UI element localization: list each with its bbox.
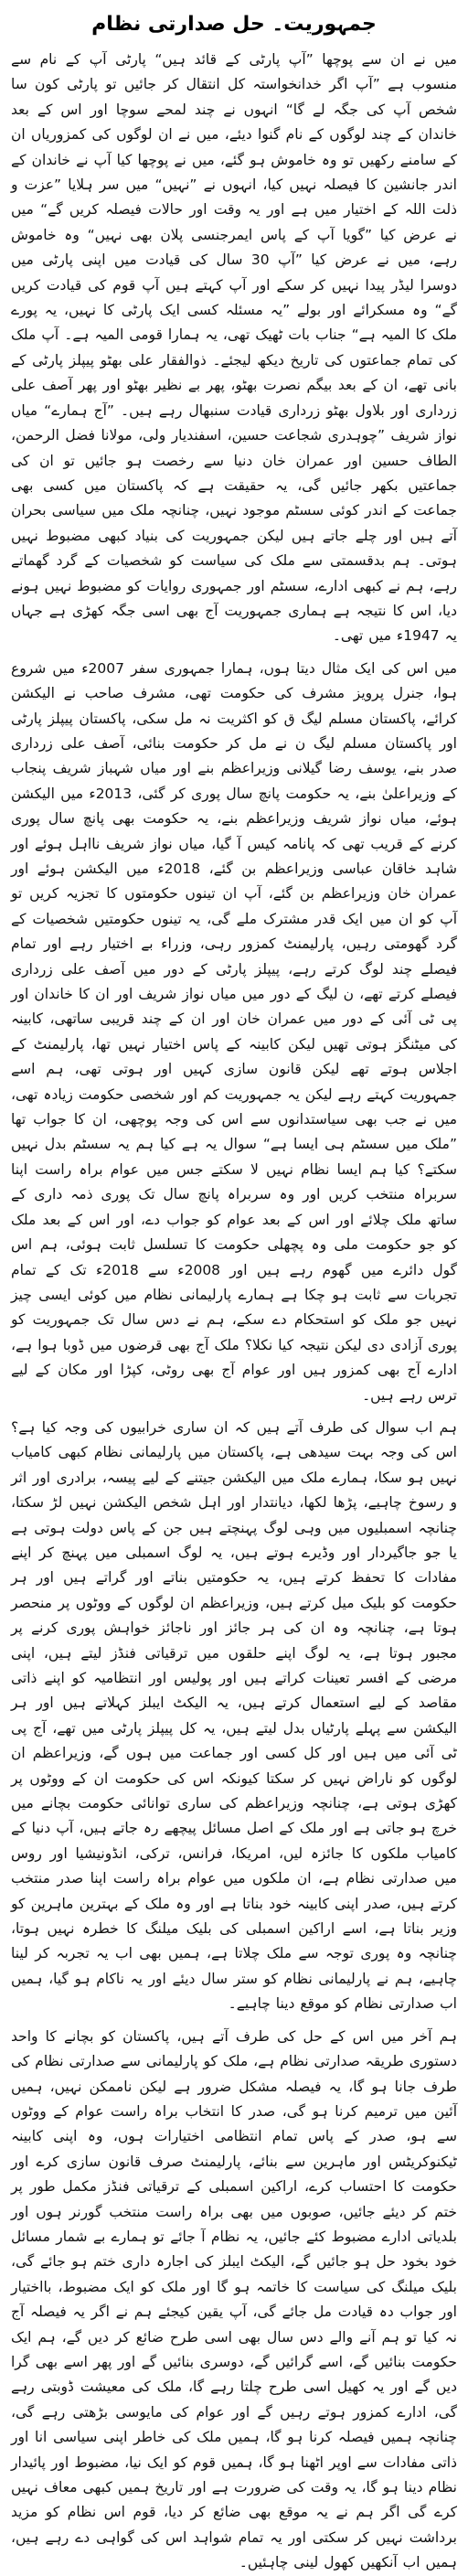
article-paragraph: ہم اب سوال کی طرف آتے ہیں کہ ان ساری خرابیوں کی وجہ کیا ہے؟ اس کی وجہ بہت سیدھی ہے، پاکستان میں پارلیمانی نظام کبھی کامیاب نہیں ہو سکا، ہمارے ملک میں الیکشن جیتنے کے لیے پیسہ، برادری اور اثر و رسوخ چاہیے، پڑھا لکھا، دیانتدار اور اہل شخص الیکشن نہیں لڑ سکتا، چنانچہ اسمبلیوں میں وہی لوگ پہنچتے ہیں جن کے پاس دولت ہوتی ہے یا جو جاگیردار اور وڈیرے ہوتے ہیں، یہ لوگ اسمبلی میں پہنچ کر اپنے مفادات کا تحفظ کرتے ہیں، یہ حکومتیں بناتے اور گراتے ہیں اور ہر حکومت کو بلیک میل کرتے ہیں، وزیراعظم ان لوگوں کے ووٹوں پر منحصر ہوتا ہے، چنانچہ وہ ان کی ہر جائز اور ناجائز خواہش پوری کرنے پر مجبور ہوتا ہے، یہ لوگ اپنے حلقوں میں ترقیاتی فنڈز لیتے ہیں، اپنی مرضی کے افسر تعینات کراتے ہیں اور پولیس اور انتظامیہ کو اپنے ذاتی مقاصد کے لیے استعمال کرتے ہیں، یہ الیکٹ ایبلز کہلاتے ہیں اور ہر الیکشن سے پہلے پارٹیاں بدل لیتے ہیں، یہ کل پیپلز پارٹی میں تھے، آج پی ٹی آئی میں ہیں اور کل کسی اور جماعت میں ہوں گے، وزیراعظم ان لوگوں کو ناراض نہیں کر سکتا کیونکہ اس کی حکومت ان کے ووٹوں پر کھڑی ہوتی ہے، چنانچہ وزیراعظم کی ساری توانائی حکومت بچانے میں خرچ ہو جاتی ہے اور ملک کے اصل مسائل پیچھے رہ جاتے ہیں، آپ دنیا کے کامیاب ملکوں کا جائزہ لیں، امریکا، فرانس، ترکی، انڈونیشیا اور روس میں صدارتی نظام ہے، ان ملکوں میں عوام براہ راست اپنا صدر منتخب کرتے ہیں، صدر اپنی کابینہ خود بناتا ہے اور وہ ملک کے بہترین ماہرین کو وزیر بناتا ہے، اسے اراکین اسمبلی کی بلیک میلنگ کا خطرہ نہیں ہوتا، چنانچہ وہ پوری توجہ سے ملک چلاتا ہے، ہمیں بھی اب یہ تجربہ کر لینا چاہیے، ہم نے پارلیمانی نظام کو ستر سال دیئے اور یہ ناکام ہو گیا، ہمیں اب صدارتی نظام کو موقع دینا چاہیے۔ xyxy=(11,1418,457,2013)
article-paragraph: ہم آخر میں اس کے حل کی طرف آتے ہیں، پاکستان کو بچانے کا واحد دستوری طریقہ صدارتی نظام ہے، ملک کو پارلیمانی سے صدارتی نظام کی طرف جانا ہو گا، یہ فیصلہ مشکل ضرور ہے لیکن ناممکن نہیں، ہمیں آئین میں ترمیم کرنا ہو گی، صدر کا انتخاب براہ راست عوام کے ووٹوں سے ہو، صدر کے پاس تمام انتظامی اختیارات ہوں، وہ اپنی کابینہ ٹیکنوکریٹس اور ماہرین سے بنائے، پارلیمنٹ صرف قانون سازی کرے اور حکومت کا احتساب کرے، اراکین اسمبلی کے ترقیاتی فنڈز مکمل طور پر ختم کر دیئے جائیں، صوبوں میں بھی براہ راست منتخب گورنر ہوں اور بلدیاتی ادارے مضبوط کئے جائیں، یہ نظام آ جائے تو ہمارے بے شمار مسائل خود بخود حل ہو جائیں گے، الیکٹ ایبلز کی اجارہ داری ختم ہو جائے گی، بلیک میلنگ کی سیاست کا خاتمہ ہو گا اور ملک کو ایک مضبوط، بااختیار اور جواب دہ قیادت مل جائے گی، آپ یقین کیجئے ہم نے اگر یہ فیصلہ آج نہ کیا تو ہم آنے والے دس سال بھی اسی طرح ضائع کر دیں گے، ہم ایک حکومت بنائیں گے، اسے گرائیں گے، دوسری بنائیں گے اور پھر اسے بھی گرا دیں گے اور یہ کھیل اسی طرح چلتا رہے گا، ملک کی معیشت ڈوبتی رہے گی، ادارے کمزور ہوتے رہیں گے اور عوام کی مایوسی بڑھتی رہے گی، چنانچہ ہمیں فیصلہ کرنا ہو گا، ہمیں ملک کی خاطر اپنی سیاسی انا اور ذاتی مفادات سے اوپر اٹھنا ہو گا، ہمیں قوم کو ایک نیا، مضبوط اور پائیدار نظام دینا ہو گا، یہ وقت کی ضرورت ہے اور تاریخ ہمیں کبھی معاف نہیں کرے گی اگر ہم نے یہ موقع بھی ضائع کر دیا، قوم اس نظام کو مزید برداشت نہیں کر سکتی اور یہ تمام شواہد اس کی گواہی دے رہے ہیں، ہمیں اب آنکھیں کھول لینی چاہئیں۔ xyxy=(11,2027,457,2571)
article-paragraph: میں نے ان سے پوچھا ”آپ پارٹی کے قائد ہیں“ پارٹی آپ کے نام سے منسوب ہے ”آپ اگر خدانخواستہ کل انتقال کر جائیں تو پارٹی کون سا شخص آپ کی جگہ لے گا“ انہوں نے چند لمحے سوچا اور اس کے بعد خاندان کے چند لوگوں کے نام گنوا دیئے، میں نے ان لوگوں کی کمزوریاں ان کے سامنے رکھیں تو وہ خاموش ہو گئے، میں نے پوچھا کیا آپ نے خاندان کے اندر جانشین کا فیصلہ نہیں کیا، انہوں نے ”نہیں“ میں سر ہلایا ”عزت و ذلت اللہ کے اختیار میں ہے اور یہ وقت اور حالات فیصلہ کریں گے“ میں نے عرض کیا ”گویا آپ کے پاس ایمرجنسی پلان بھی نہیں“ وہ خاموش رہے، میں نے عرض کیا ”آپ 30 سال کی قیادت میں اپنی پارٹی میں دوسرا لیڈر پیدا نہیں کر سکے اور آپ کہتے ہیں آپ قوم کی قیادت کریں گے“ وہ مسکرائے اور بولے ”یہ مسئلہ کسی ایک پارٹی کا نہیں، یہ پورے ملک کا المیہ ہے“ جناب بات ٹھیک تھی، یہ ہمارا قومی المیہ ہے۔ آپ ملک کی تمام جماعتوں کی تاریخ دیکھ لیجئے۔ ذوالفقار علی بھٹو پیپلز پارٹی کے بانی تھے، ان کے بعد بیگم نصرت بھٹو، پھر بے نظیر بھٹو اور پھر آصف علی زرداری اور بلاول بھٹو زرداری قیادت سنبھال رہے ہیں۔ ”آج ہمارے“ میاں نواز شریف ”چوہدری شجاعت حسین، اسفندیار ولی، مولانا فضل الرحمن، الطاف حسین اور عمران خان دنیا سے رخصت ہو جائیں تو ان کی جماعتیں بکھر جائیں گی، یہ حقیقت ہے کہ پاکستان میں کسی بھی جماعت کے اندر کوئی سسٹم موجود نہیں، چنانچہ ملک میں سیاسی بحران آتے ہیں اور چلے جاتے ہیں لیکن جمہوریت کی بنیاد کبھی مضبوط نہیں ہوتی۔ ہم بدقسمتی سے ملک کی سیاست کو شخصیات کے گرد گھماتے رہے، ہم نے کبھی ادارے، سسٹم اور جمہوری روایات کو مضبوط نہیں ہونے دیا، اس کا نتیجہ ہے ہماری جمہوریت آج بھی اسی جگہ کھڑی ہے جہاں یہ 1947ء میں تھی۔ xyxy=(11,51,457,645)
article-headline: جمہوریت۔ حل صدارتی نظام xyxy=(91,13,377,36)
article-paragraph: میں اس کی ایک مثال دیتا ہوں، ہمارا جمہوری سفر 2007ء میں شروع ہوا، جنرل پرویز مشرف کی حکومت تھی، مشرف صاحب نے الیکشن کرائے، پاکستان مسلم لیگ ق کو اکثریت نہ مل سکی، پاکستان پیپلز پارٹی اور پاکستان مسلم لیگ ن نے مل کر حکومت بنائی، آصف علی زرداری صدر بنے، یوسف رضا گیلانی وزیراعظم بنے اور میاں شہباز شریف پنجاب کے وزیراعلیٰ بنے، یہ حکومت پانچ سال پوری کر گئی، 2013ء میں الیکشن ہوئے، میاں نواز شریف وزیراعظم بنے، یہ حکومت بھی پانچ سال پوری کرنے کے قریب تھی کہ پانامہ کیس آ گیا، میاں نواز شریف نااہل ہوئے اور شاہد خاقان عباسی وزیراعظم بن گئے، 2018ء میں الیکشن ہوئے اور عمران خان وزیراعظم بن گئے، آپ ان تینوں حکومتوں کا تجزیہ کریں تو آپ کو ان میں ایک قدر مشترک ملے گی، یہ تینوں حکومتیں شخصیات کے گرد گھومتی رہیں، پارلیمنٹ کمزور رہی، وزراء بے اختیار رہے اور تمام فیصلے چند لوگ کرتے رہے، پیپلز پارٹی کے دور میں آصف علی زرداری فیصلے کرتے تھے، ن لیگ کے دور میں میاں نواز شریف اور ان کا خاندان اور پی ٹی آئی کے دور میں عمران خان اور ان کے چند قریبی ساتھی، کابینہ کی میٹنگز ہوتی تھیں لیکن کابینہ کے پاس اختیار نہیں تھا، پارلیمنٹ کے اجلاس ہوتے تھے لیکن قانون سازی کہیں اور ہوتی تھی، ہم اسے جمہوریت کہتے رہے لیکن یہ جمہوریت کم اور شخصی حکومت زیادہ تھی، میں نے جب بھی سیاستدانوں سے اس کی وجہ پوچھی، ان کا جواب تھا ”ملک میں سسٹم ہی ایسا ہے“ سوال یہ ہے کیا ہم یہ سسٹم بدل نہیں سکتے؟ کیا ہم ایسا نظام نہیں لا سکتے جس میں عوام براہ راست اپنا سربراہ منتخب کریں اور وہ سربراہ پانچ سال تک پوری ذمہ داری کے ساتھ ملک چلائے اور اس کے بعد عوام کو جواب دے، اور اس کے بعد ملک کو جو حکومت ملی وہ پچھلی حکومت کا تسلسل ثابت ہوئی، ہم اس گول دائرے میں گھوم رہے ہیں اور 2008ء سے 2018ء تک کے تمام تجربات سے ثابت ہو چکا ہے ہمارے پارلیمانی نظام میں کوئی ایسی چیز نہیں جو ملک کو استحکام دے سکے، ہم نے دس سال تک جمہوریت کو پوری آزادی دی لیکن نتیجہ کیا نکلا؟ ملک آج بھی قرضوں میں ڈوبا ہوا ہے، ادارے آج بھی کمزور ہیں اور عوام آج بھی روٹی، کپڑا اور مکان کے لیے ترس رہے ہیں۔ xyxy=(11,659,458,1404)
